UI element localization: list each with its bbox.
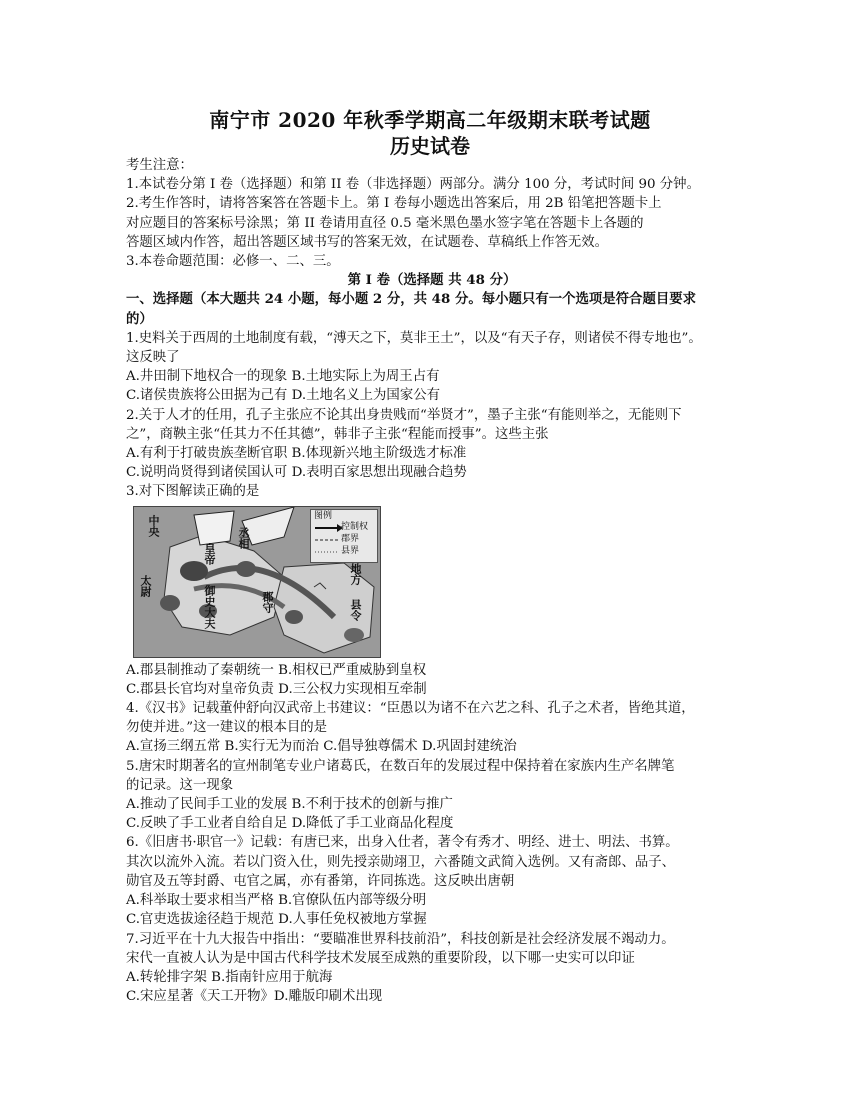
question-7-stem: 宋代一直被人认为是中国古代科学技术发展至成熟的重要阶段，以下哪一史实可以印证 — [126, 950, 635, 966]
label-taiwei: 太尉 — [139, 574, 152, 597]
legend-title: 图例 — [314, 510, 333, 521]
question-1-options: C.诸侯贵族将公田据为己有 D.土地名义上为国家公有 — [126, 388, 440, 404]
label-emperor: 皇帝 — [203, 542, 216, 565]
question-4-options: A.宣扬三纲五常 B.实行无为而治 C.倡导独尊儒术 D.巩固封建统治 — [126, 739, 517, 755]
notice-line: 3.本卷命题范围：必修一、二、三。 — [126, 254, 340, 270]
question-5-options: A.推动了民间手工业的发展 B.不利于技术的创新与推广 — [126, 797, 453, 813]
question-6-stem: 勋官及五等封爵、屯官之属，亦有番第，许同拣选。这反映出唐朝 — [126, 873, 515, 889]
legend-control: 控制权 — [341, 521, 369, 532]
question-7-options: C.宋应星著《天工开物》D.雕版印刷术出现 — [126, 989, 383, 1005]
qin-administration-diagram — [133, 506, 381, 658]
question-2-stem: 2.关于人才的任用，孔子主张应不论其出身贵贱而“举贤才”，墨子主张“有能则举之，无能则下 — [126, 407, 682, 423]
question-3-stem: 3.对下图解读正确的是 — [126, 484, 260, 500]
question-1-options: A.井田制下地权合一的现象 B.土地实际上为周王占有 — [126, 369, 440, 385]
question-6-stem: 其次以流外入流。若以门资入仕，则先授亲勋翊卫，六番随文武简入选例。又有斋郎、品子、 — [126, 854, 676, 870]
question-6-options: A.科举取士要求相当严格 B.官僚队伍内部等级分明 — [126, 893, 427, 909]
notice-heading: 考生注意： — [126, 158, 193, 173]
question-4-stem: 勿使并进。”这一建议的根本目的是 — [126, 720, 328, 736]
notice-line: 2.考生作答时，请将答案答在答题卡上。第 I 卷每小题选出答案后，用 2B 铅笔把答题卡上 — [126, 196, 662, 212]
question-3-options: C.郡县长官均对皇帝负责 D.三公权力实现相互牵制 — [126, 681, 427, 697]
question-6-options: C.官吏选拔途径趋于规范 D.人事任免权被地方掌握 — [126, 912, 427, 928]
question-2-options: C.说明尚贤得到诸侯国认可 D.表明百家思想出现融合趋势 — [126, 465, 467, 481]
question-4-stem: 4.《汉书》记载董仲舒向汉武帝上书建议：“臣愚以为诸不在六艺之科、孔子之术者，皆绝其道， — [126, 701, 695, 717]
label-censor: 御史大夫 — [203, 584, 216, 629]
question-3-options: A.郡县制推动了秦朝统一 B.相权已严重威胁到皇权 — [126, 662, 427, 678]
legend-county-border: 县界 — [341, 545, 360, 556]
question-5-options: C.反映了手工业者自给自足 D.降低了手工业商品化程度 — [126, 816, 454, 832]
question-6-stem: 6.《旧唐书·职官一》记载：有唐已来，出身入仕者，著令有秀才、明经、进士、明法、书算。 — [126, 835, 679, 851]
label-chancellor: 丞相 — [237, 526, 250, 549]
legend-commandery-border: 郡界 — [341, 533, 360, 544]
question-5-stem: 的记录。这一现象 — [126, 777, 234, 793]
label-governor: 郡守 — [261, 590, 274, 613]
question-7-options: A.转轮排字架 B.指南针应用于航海 — [126, 969, 333, 985]
notice-line: 答题区域内作答，超出答题区域书写的答案无效，在试题卷、草稿纸上作答无效。 — [126, 234, 609, 250]
label-county-magistrate: 县令 — [349, 598, 362, 621]
question-1-stem: 1.史料关于西周的土地制度有载，“溥天之下，莫非王土”，以及“有天子存，则诸侯不得专地也”。 — [126, 330, 702, 346]
label-central: 中央 — [147, 514, 160, 537]
section-title: 第 I 卷（选择题 共 48 分） — [347, 272, 517, 289]
notice-line: 1.本试卷分第 I 卷（选择题）和第 II 卷（非选择题）两部分。满分 100 分，考试时间 90 分钟。 — [126, 177, 700, 193]
exam-body — [126, 156, 738, 1006]
exam-subtitle: 历史试卷 — [390, 134, 470, 158]
notice-line: 对应题目的答案标号涂黑；第 II 卷请用直径 0.5 毫米黑色墨水签字笔在答题卡上各题的 — [126, 215, 644, 231]
section-instruction: 的） — [126, 310, 153, 327]
question-7-stem: 7.习近平在十九大报告中指出：“要瞄准世界科技前沿”，科技创新是社会经济发展不竭动力。 — [126, 931, 675, 947]
diagram-legend — [310, 509, 378, 563]
exam-title: 南宁市 2020 年秋季学期高二年级期末联考试题 — [209, 108, 651, 132]
label-local: 地方 — [349, 562, 362, 585]
question-2-stem: 之”，商鞅主张“任其力不任其德”，韩非子主张“程能而授事”。这些主张 — [126, 426, 549, 442]
section-instruction: 一、选择题（本大题共 24 小题，每小题 2 分，共 48 分。每小题只有一个选项是符合题目要求 — [126, 291, 697, 308]
question-2-options: A.有利于打破贵族垄断官职 B.体现新兴地主阶级选才标准 — [126, 446, 467, 462]
question-5-stem: 5.唐宋时期著名的宣州制笔专业户诸葛氏，在数百年的发展过程中保持着在家族内生产名牌笔 — [126, 758, 675, 774]
question-1-stem: 这反映了 — [126, 350, 180, 366]
